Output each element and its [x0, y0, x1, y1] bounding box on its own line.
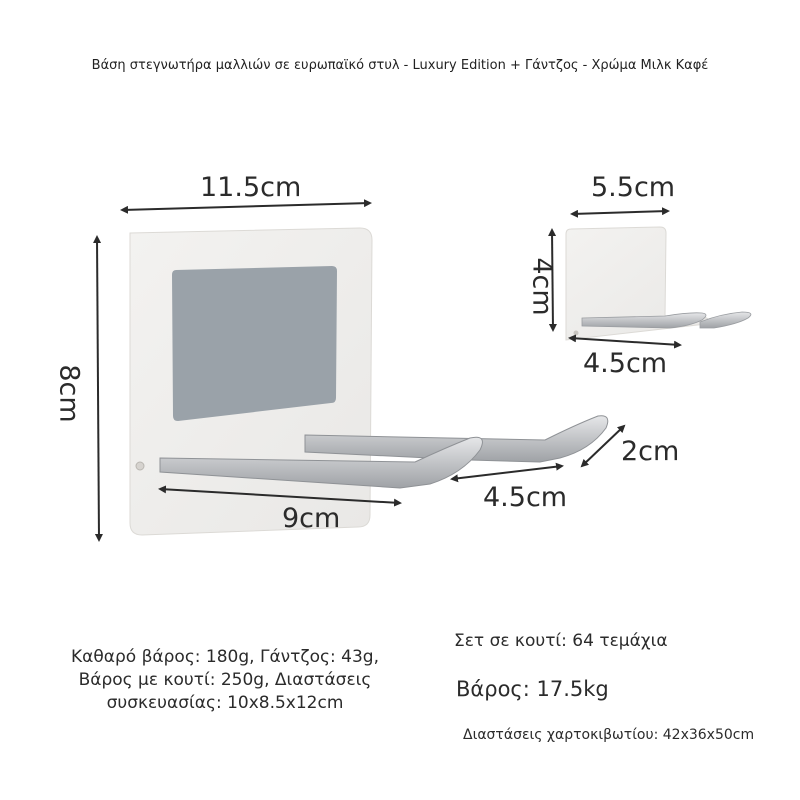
- width-arrow: [122, 203, 370, 210]
- hook-product: [566, 227, 751, 340]
- carton-weight: Βάρος: 17.5kg: [456, 677, 609, 701]
- hook-width-label: 5.5cm: [591, 172, 676, 203]
- weight-specs: [30, 646, 420, 715]
- carton-set-count: Σετ σε κουτί: 64 τεμάχια: [454, 631, 668, 651]
- screw-hole: [136, 462, 144, 470]
- width-label: 11.5cm: [200, 172, 302, 203]
- hook-height-label: 4cm: [526, 257, 558, 316]
- height-label: 8cm: [53, 364, 85, 423]
- spec-line-box-weight: Βάρος με κουτί: 250g, Διαστάσεις: [78, 670, 372, 690]
- hook-arm-right: [700, 312, 751, 328]
- height-arrow: [97, 237, 99, 540]
- spec-line-package-size: συσκευασίας: 10x8.5x12cm: [106, 693, 344, 713]
- arm-height-label: 2cm: [621, 436, 680, 467]
- arm-length-label: 9cm: [282, 503, 341, 534]
- arm-gap-label: 4.5cm: [483, 482, 568, 513]
- arm-gap-arrow: [452, 466, 562, 479]
- hook-depth-label: 4.5cm: [583, 348, 668, 379]
- hook-width-arrow: [572, 211, 668, 214]
- spec-line-net-weight: Καθαρό βάρος: 180g, Γάντζος: 43g,: [71, 647, 379, 667]
- hook-screw-hole: [574, 331, 579, 336]
- carton-dimensions: Διαστάσεις χαρτοκιβωτίου: 42x36x50cm: [463, 727, 755, 743]
- hook-depth-arrow: [570, 338, 680, 345]
- adhesive-pad: [172, 266, 337, 421]
- product-title: Βάση στεγνωτήρα μαλλιών σε ευρωπαϊκό στυλ - Luxury Edition + Γάντζος - Χρώμα Μιλκ Καφέ: [91, 58, 709, 73]
